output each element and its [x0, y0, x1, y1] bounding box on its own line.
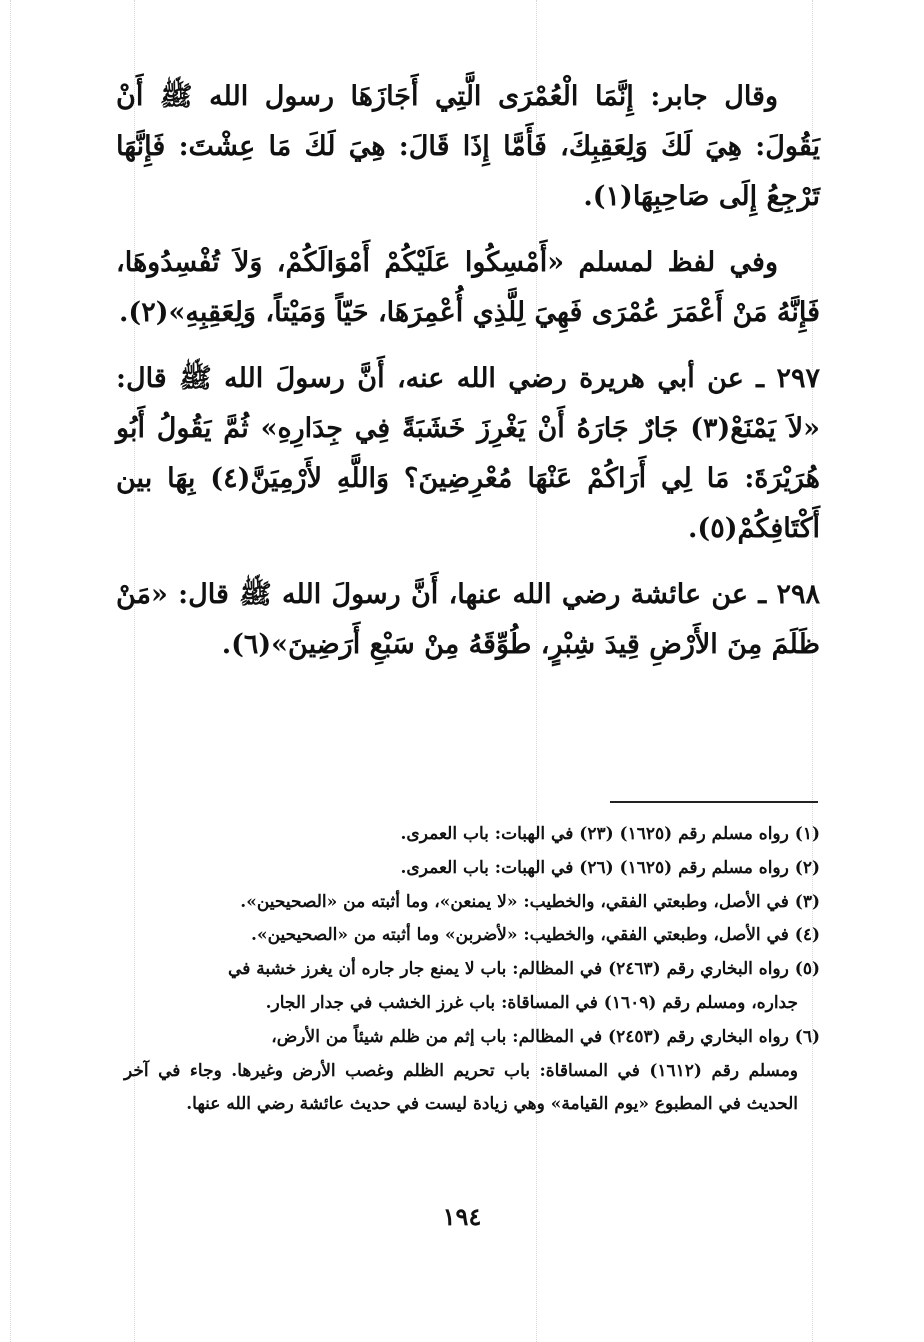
- footnote-number: (٦): [794, 1026, 820, 1047]
- main-text: [116, 72, 820, 686]
- footnote-separator: [610, 801, 818, 803]
- footnote-number: (٥): [794, 959, 820, 980]
- footnote: [124, 886, 820, 920]
- footnote-text: رواه البخاري رقم (٢٤٥٣) في المظالم: باب إثم من ظلم شيئاً من الأرض،: [271, 1026, 789, 1047]
- footnote-text: رواه مسلم رقم (١٦٢٥) (٢٦) في الهبات: باب العمرى.: [400, 857, 789, 878]
- paragraph-muslim: وفي لفظ لمسلم «أَمْسِكُوا عَلَيْكُمْ أَمْوَالَكُمْ، وَلاَ تُفْسِدُوهَا، فَإِنَّهُ مَنْ أَعْمَرَ عُمْرَى فَهِيَ لِلَّذِي أُعْمِرَهَا، حَيّاً وَمَيْتاً، وَلِعَقِبِهِ»(٢).: [116, 247, 820, 328]
- scan-guide-line: [10, 0, 11, 1342]
- hadith-number: ٢٩٨: [776, 579, 820, 610]
- footnote-number: (٣): [794, 891, 820, 912]
- hadith-text: ـ عن أبي هريرة رضي الله عنه، أَنَّ رسولَ الله ﷺ قال: «لاَ يَمْنَعْ(٣) جَارٌ جَارَهُ أَنْ يَغْرِزَ خَشَبَةً فِي جِدَارِهِ» ثُمَّ يَقُولُ أَبُو هُرَيْرَةَ: مَا لِي أَرَاكُمْ عَنْهَا مُعْرِضِينَ؟ وَاللَّهِ لأَرْمِيَنَّ(٤) بِهَا بين أَكْتَافِكُمْ(٥).: [116, 363, 820, 544]
- footnote-number: (٤): [794, 925, 820, 946]
- hadith-298: [116, 570, 820, 670]
- footnote-text: رواه البخاري رقم (٢٤٦٣) في المظالم: باب لا يمنع جار جاره أن يغرز خشبة في: [228, 959, 789, 980]
- footnote: [124, 953, 820, 1021]
- footnote: [124, 818, 820, 852]
- footnote-continuation: جداره، ومسلم رقم (١٦٠٩) في المساقاة: باب غرز الخشب في جدار الجار.: [265, 992, 798, 1013]
- footnote-number: (٢): [794, 857, 820, 878]
- footnote-continuation: ومسلم رقم (١٦١٢) في المساقاة: باب تحريم الظلم وغصب الأرض وغيرها. وجاء في آخر الحديث في المطبوع «يوم القيامة» وهي زيادة ليست في حديث عائشة رضي الله عنها.: [124, 1060, 799, 1115]
- hadith-297: [116, 354, 820, 554]
- hadith-text: ـ عن عائشة رضي الله عنها، أَنَّ رسولَ الله ﷺ قال: «مَنْ ظَلَمَ مِنَ الأَرْضِ قِيدَ شِبْرٍ، طُوِّقَهُ مِنْ سَبْعِ أَرَضِينَ»(٦).: [116, 579, 820, 660]
- paragraph-jabir: وقال جابر: إِنَّمَا الْعُمْرَى الَّتِي أَجَازَهَا رسول الله ﷺ أَنْ يَقُولَ: هِيَ لَكَ وَلِعَقِبِكَ، فَأَمَّا إِذَا قَالَ: هِيَ لَكَ مَا عِشْتَ: فَإِنَّهَا تَرْجِعُ إِلَى صَاحِبِهَا(١).: [116, 81, 820, 212]
- footnote-number: (١): [794, 824, 820, 844]
- footnote: [124, 1021, 820, 1122]
- footnotes: [124, 818, 820, 1122]
- footnote: [124, 919, 820, 953]
- hadith-number: ٢٩٧: [776, 363, 820, 394]
- footnote-text: في الأصل، وطبعتي الفقي، والخطيب: «لا يمنعن»، وما أثبته من «الصحيحين».: [240, 891, 789, 912]
- footnote-text: رواه مسلم رقم (١٦٢٥) (٢٣) في الهبات: باب العمرى.: [400, 824, 789, 844]
- footnote-text: في الأصل، وطبعتي الفقي، والخطيب: «لأضربن» وما أثبته من «الصحيحين».: [251, 925, 789, 946]
- page-number: ١٩٤: [442, 1202, 482, 1231]
- footnote: [124, 852, 820, 886]
